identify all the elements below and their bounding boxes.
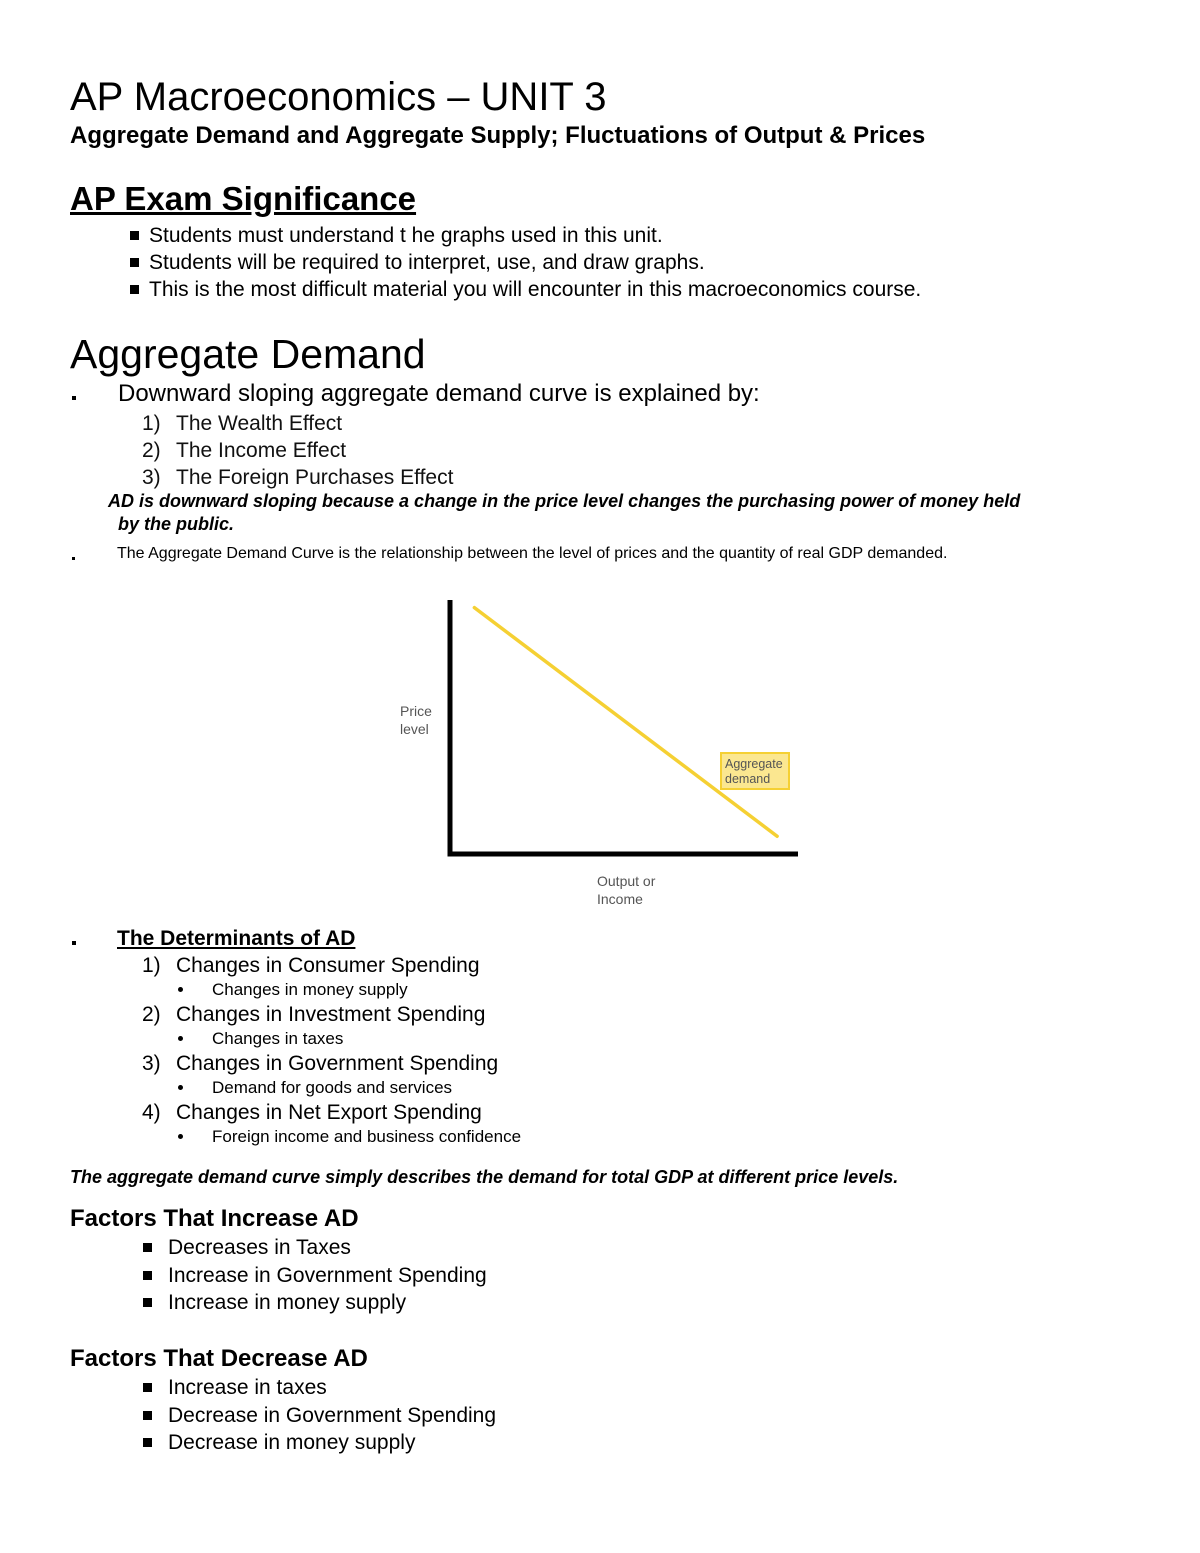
decrease-list xyxy=(143,1374,496,1457)
sub-item xyxy=(176,978,521,1001)
list-item-text: Students will be required to interpret, use, and draw graphs. xyxy=(149,251,705,274)
list-number: 2) xyxy=(142,439,161,462)
ad-definition: The Aggregate Demand Curve is the relationship between the level of prices and the quantity of real GDP demanded. xyxy=(117,545,948,562)
square-bullet-icon xyxy=(130,285,139,294)
list-item-text: The Income Effect xyxy=(176,439,347,462)
bullet-icon xyxy=(178,1134,183,1139)
bullet-icon xyxy=(178,1036,183,1041)
sub-item xyxy=(176,1125,521,1148)
determinants-list xyxy=(142,953,521,1149)
ad-note xyxy=(108,490,1118,536)
increase-list xyxy=(143,1234,487,1317)
list-number: 2) xyxy=(142,1003,161,1026)
significance-list xyxy=(130,222,921,303)
square-bullet-icon xyxy=(130,258,139,267)
list-number: 4) xyxy=(142,1101,161,1124)
sub-item-text: Demand for goods and services xyxy=(212,1078,453,1097)
page-subtitle: Aggregate Demand and Aggregate Supply; Fluctuations of Output & Prices xyxy=(70,122,926,149)
increase-heading: Factors That Increase AD xyxy=(70,1205,359,1232)
sub-item-text: Changes in taxes xyxy=(212,1029,344,1048)
ad-lead-text: Downward sloping aggregate demand curve is explained by: xyxy=(118,380,760,407)
list-item xyxy=(143,1429,496,1457)
square-bullet-icon xyxy=(143,1411,152,1420)
x-axis-label-line-2: Income xyxy=(597,891,643,907)
list-item xyxy=(142,953,521,1001)
list-item-text: Decrease in money supply xyxy=(168,1431,416,1454)
ad-note-line-2: by the public. xyxy=(118,514,235,534)
list-item-text: Students must understand t he graphs used in this unit. xyxy=(149,224,663,247)
bullet-icon xyxy=(178,987,183,992)
section-heading-aggregate-demand: Aggregate Demand xyxy=(70,331,426,377)
list-item xyxy=(143,1402,496,1430)
sub-item xyxy=(176,1027,521,1050)
list-item-text: Changes in Consumer Spending xyxy=(176,954,480,977)
list-number: 1) xyxy=(142,412,161,435)
list-item xyxy=(130,222,921,249)
list-item xyxy=(142,437,453,464)
aggregate-demand-chart xyxy=(390,590,820,920)
x-axis-label-line-1: Output or xyxy=(597,873,656,889)
list-item-text: Changes in Investment Spending xyxy=(176,1003,486,1026)
determinants-heading: The Determinants of AD xyxy=(117,927,356,950)
curve-label-line-2: demand xyxy=(725,772,771,786)
sub-item-text: Foreign income and business confidence xyxy=(212,1127,522,1146)
page-title: AP Macroeconomics – UNIT 3 xyxy=(70,75,607,119)
square-bullet-icon xyxy=(143,1243,152,1252)
bullet-icon xyxy=(72,557,75,560)
list-item xyxy=(130,276,921,303)
list-item xyxy=(130,249,921,276)
list-number: 3) xyxy=(142,1052,161,1075)
bullet-icon xyxy=(72,941,76,945)
list-item xyxy=(143,1234,487,1262)
list-item xyxy=(142,410,453,437)
list-item-text: This is the most difficult material you will encounter in this macroeconomics course. xyxy=(149,278,922,301)
list-item xyxy=(143,1289,487,1317)
effects-list xyxy=(142,410,453,491)
bullet-icon xyxy=(178,1085,183,1090)
y-axis-label-line-2: level xyxy=(400,721,429,737)
list-number: 3) xyxy=(142,466,161,489)
list-number: 1) xyxy=(142,954,161,977)
list-item xyxy=(142,1002,521,1050)
list-item-text: Increase in taxes xyxy=(168,1376,327,1399)
list-item xyxy=(143,1374,496,1402)
list-item-text: Changes in Government Spending xyxy=(176,1052,499,1075)
square-bullet-icon xyxy=(130,231,139,240)
list-item-text: Increase in money supply xyxy=(168,1291,407,1314)
list-item-text: Decrease in Government Spending xyxy=(168,1403,497,1427)
summary-text: The aggregate demand curve simply describes the demand for total GDP at different price levels. xyxy=(70,1167,899,1187)
list-item xyxy=(142,1051,521,1099)
y-axis-label-line-1: Price xyxy=(400,703,432,719)
list-item-text: Increase in Government Spending xyxy=(168,1263,487,1287)
aggregate-demand-curve xyxy=(474,608,777,837)
square-bullet-icon xyxy=(143,1438,152,1447)
square-bullet-icon xyxy=(143,1271,152,1280)
sub-item-text: Changes in money supply xyxy=(212,980,408,999)
list-item-text: The Foreign Purchases Effect xyxy=(176,466,454,489)
bullet-icon xyxy=(72,396,76,400)
list-item-text: Changes in Net Export Spending xyxy=(176,1101,482,1124)
ad-note-line-1: AD is downward sloping because a change in the price level changes the purchasing power of money held xyxy=(108,491,1021,511)
section-heading-significance: AP Exam Significance xyxy=(70,180,417,217)
square-bullet-icon xyxy=(143,1383,152,1392)
square-bullet-icon xyxy=(143,1298,152,1307)
list-item xyxy=(142,1100,521,1148)
list-item xyxy=(142,464,453,491)
sub-item xyxy=(176,1076,521,1099)
decrease-heading: Factors That Decrease AD xyxy=(70,1345,368,1372)
list-item-text: The Wealth Effect xyxy=(176,412,343,435)
curve-label-line-1: Aggregate xyxy=(725,757,783,771)
list-item xyxy=(143,1262,487,1290)
list-item-text: Decreases in Taxes xyxy=(168,1236,351,1259)
